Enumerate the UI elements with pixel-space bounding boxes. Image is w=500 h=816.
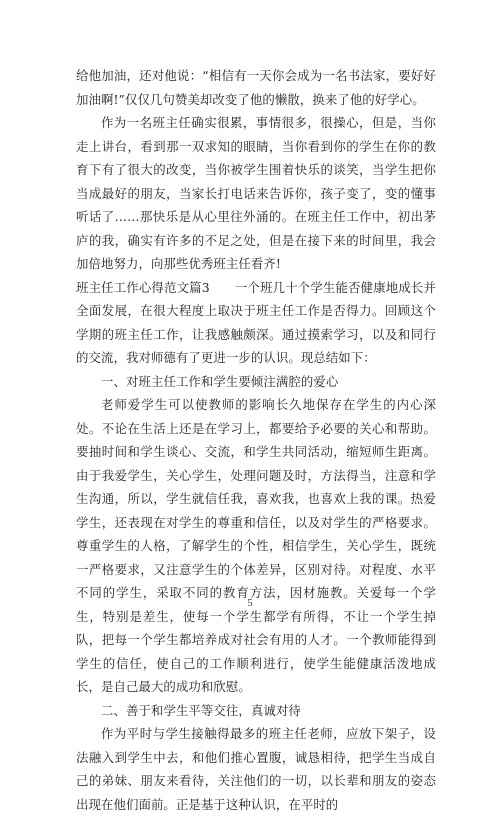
paragraph-praise-ending: 给他加油，还对他说：“相信有一天你会成为一名书法家，要好好加油啊!”仅仅几句赞美却改变了他的懒散，换来了他的好学心。: [76, 68, 436, 107]
paragraph-teacher-reflection: 作为一名班主任确实很累，事情很多，很操心，但是，当你走上讲台，看到那一双求知的眼睛，当你看到你的学生在你的教育下有了很大的改变，当你被学生围着快乐的谈笑，当学生把你当成最好的朋友，当家长打电话来告诉你，孩子变了，变的懂事听话了……那快乐是从心里往外涌的。在班主任工作中，初出茅庐的我，确实有许多的不足之处，但是在接下来的时间里，我会加倍地努力，向那些优秀班主任看齐!: [76, 115, 436, 271]
page-number: 5: [247, 597, 253, 609]
paragraph-equal-communication: 作为平时与学生接触得最多的班主任老师，应放下架子，设法融入到学生中去，和他们推心置腹，诚恳相待，把学生当成自己的弟妹、朋友来看待，关注他们的一切，以长辈和朋友的姿态出现在他们面前。正是基于这种认识，在平时的: [76, 726, 436, 812]
page-body: [76, 64, 436, 816]
paragraph-love-students: 老师爱学生可以使教师的影响长久地保存在学生的内心深处。不论在生活上还是在学习上，都要给予必要的关心和帮助。要抽时间和学生谈心、交流，和学生共同活动，缩短师生距离。由于我爱学生，关心学生，处理问题及时，方法得当，注意和学生沟通，所以，学生就信任我，喜欢我，也喜欢上我的课。热爱学生，还表现在对学生的尊重和信任，以及对学生的严格要求。尊重学生的人格，了解学生的个性，相信学生，关心学生，既统一严格要求，又注意学生的个体差异，区别对待。对程度、水平不同的学生，采取不同的教育方法，因材施教。关爱每一个学生，特别是差生，使每一个学生都学有所得，不让一个学生掉队，把每一个学生都培养成对社会有用的人才。一个教师能得到学生的信任，使自己的工作顺利进行，使学生能健康活泼地成长，是自己最大的成功和欣慰。: [76, 397, 436, 694]
section-heading-1: 一、对班主任工作和学生要倾注满腔的爱心: [101, 373, 339, 389]
paragraph-essay3-intro: 班主任工作心得范文篇3 一个班几十个学生能否健康地成长并全面发展，在很大程度上取决于班主任工作是否得力。回顾这个学期的班主任工作，让我感触颇深。通过摸索学习，以及和同行的交流，我对师德有了更进一步的认识。现总结如下：: [76, 279, 436, 365]
section-heading-2: 二、善于和学生平等交往，真诚对待: [101, 702, 301, 718]
